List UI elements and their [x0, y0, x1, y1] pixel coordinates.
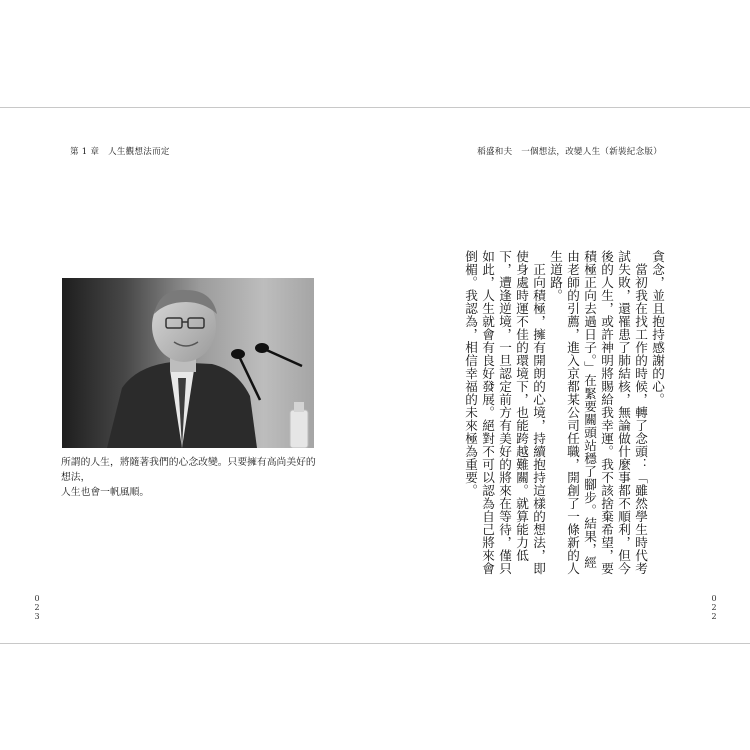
photo-caption: [61, 455, 323, 500]
page-number-left: 0 2 3: [34, 594, 40, 621]
speaker-photo: [62, 278, 314, 448]
running-header-book-title: 稻盛和夫 一個想法，改變人生（新裝紀念版）: [477, 147, 662, 157]
body-paragraph: 正向積極，擁有開朗的心境，持續抱持這樣的想法，即使身處時運不佳的環境下，也能跨越難關。就算能力低下，遭逢逆境，一旦認定前方有美好的將來在等待，僅只如此，人生就會有良好發展。絕對不可以認為自己將來會倒楣。我認為，相信幸福的未來極為重要。: [463, 250, 546, 575]
vertical-body-text: [463, 250, 666, 575]
speaker-photo-illustration: [62, 278, 314, 448]
body-paragraph: 當初我在找工作的時候，轉了念頭：「雖然學生時代考試失敗，還罹患了肺結核，無論做什麼事都不順利，但今後的人生，或許神明將賜給我幸運。我不該捨棄希望，要積極正向去過日子。」在緊要關頭站穩了腳步。結果，經由老師的引薦，進入京都某公司任職，開創了一條新的人生道路。: [548, 250, 648, 575]
body-paragraph: 貪念，並且抱持感謝的心。: [650, 250, 665, 406]
running-header-chapter: 第 1 章 人生觀想法而定: [70, 147, 170, 157]
photo-caption-line2: 人生也會一帆風順。: [61, 487, 150, 498]
page-number-right: 0 2 2: [711, 594, 717, 621]
photo-caption-line1: 所謂的人生，將隨著我們的心念改變。只要擁有高尚美好的想法，: [61, 457, 316, 483]
book-spread: [0, 107, 750, 644]
